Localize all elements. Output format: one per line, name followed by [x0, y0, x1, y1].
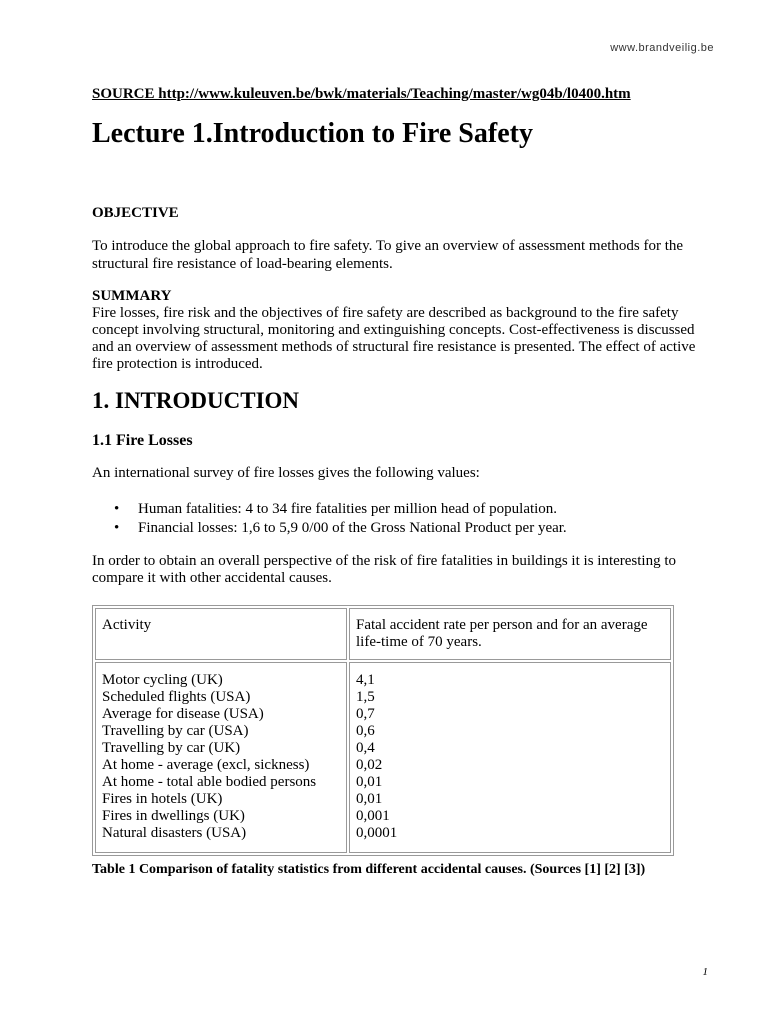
- rate-cell: 0,6: [356, 723, 375, 739]
- summary-text: Fire losses, fire risk and the objectives of fire safety are described as background to the fire safety concept involving structural, monitoring and extinguishing concepts. Cost-effectiveness is discussed and an overview of assessment methods of structural fire resistance is presented. The effect of active fire protection is introduced.: [92, 305, 696, 372]
- activity-cell: Scheduled flights (USA): [102, 689, 251, 705]
- activity-cell: Fires in dwellings (UK): [102, 808, 245, 824]
- table-row: [95, 662, 671, 853]
- survey-intro-text: An international survey of fire losses gives the following values:: [92, 465, 480, 481]
- rate-cell: 0,001: [356, 808, 390, 824]
- activity-cell: At home - total able bodied persons: [102, 774, 317, 790]
- source-link[interactable]: SOURCE http://www.kuleuven.be/bwk/materials/Teaching/master/wg04b/l0400.htm: [92, 86, 631, 102]
- summary-heading: SUMMARY: [92, 288, 172, 304]
- list-item-text: Human fatalities: 4 to 34 fire fatalities per million head of population.: [138, 501, 558, 517]
- objective-heading: OBJECTIVE: [92, 205, 179, 221]
- subsection-heading-fire-losses: 1.1 Fire Losses: [92, 432, 193, 449]
- fatality-table: [92, 605, 674, 856]
- list-item-text: Financial losses: 1,6 to 5,9 0/00 of the Gross National Product per year.: [138, 520, 567, 536]
- section-heading-introduction: 1. INTRODUCTION: [92, 388, 300, 413]
- rate-cell: 0,01: [356, 791, 383, 807]
- table-header-cell: Fatal accident rate per person and for an average life-time of 70 years.: [349, 608, 671, 660]
- page-number: 1: [702, 966, 708, 978]
- fire-loss-list: [114, 500, 567, 538]
- table-header-row: [95, 608, 671, 660]
- activity-cell: At home - average (excl, sickness): [102, 757, 310, 773]
- bullet-icon: •: [114, 501, 120, 517]
- list-item: [114, 500, 567, 519]
- rate-cell: 4,1: [356, 672, 375, 688]
- bullet-icon: •: [114, 520, 120, 536]
- activity-cell: Natural disasters (USA): [102, 825, 247, 841]
- page-title: Lecture 1.Introduction to Fire Safety: [92, 118, 533, 149]
- rate-cell: 0,02: [356, 757, 383, 773]
- list-item: [114, 519, 567, 538]
- header-url: www.brandveilig.be: [610, 42, 714, 54]
- activity-cell: Average for disease (USA): [102, 706, 264, 722]
- rate-cell: 0,01: [356, 774, 383, 790]
- table-caption: Table 1 Comparison of fatality statistics from different accidental causes. (Sources [1] [2] [3]): [92, 862, 646, 877]
- rate-cell: 0,7: [356, 706, 375, 722]
- activity-cell: Travelling by car (USA): [102, 723, 249, 739]
- activity-cell: Fires in hotels (UK): [102, 791, 223, 807]
- activity-column: [95, 662, 347, 853]
- rate-cell: 0,0001: [356, 825, 398, 841]
- comparison-text: In order to obtain an overall perspective of the risk of fire fatalities in buildings it is interesting to compare it with other accidental causes.: [92, 553, 677, 586]
- objective-text: To introduce the global approach to fire safety. To give an overview of assessment methods for the structural fire resistance of load-bearing elements.: [92, 238, 684, 272]
- rate-cell: 0,4: [356, 740, 375, 756]
- activity-cell: Travelling by car (UK): [102, 740, 241, 756]
- rate-column: [349, 662, 671, 853]
- rate-cell: 1,5: [356, 689, 375, 705]
- table-header-cell: Activity: [95, 608, 347, 660]
- activity-cell: Motor cycling (UK): [102, 672, 223, 688]
